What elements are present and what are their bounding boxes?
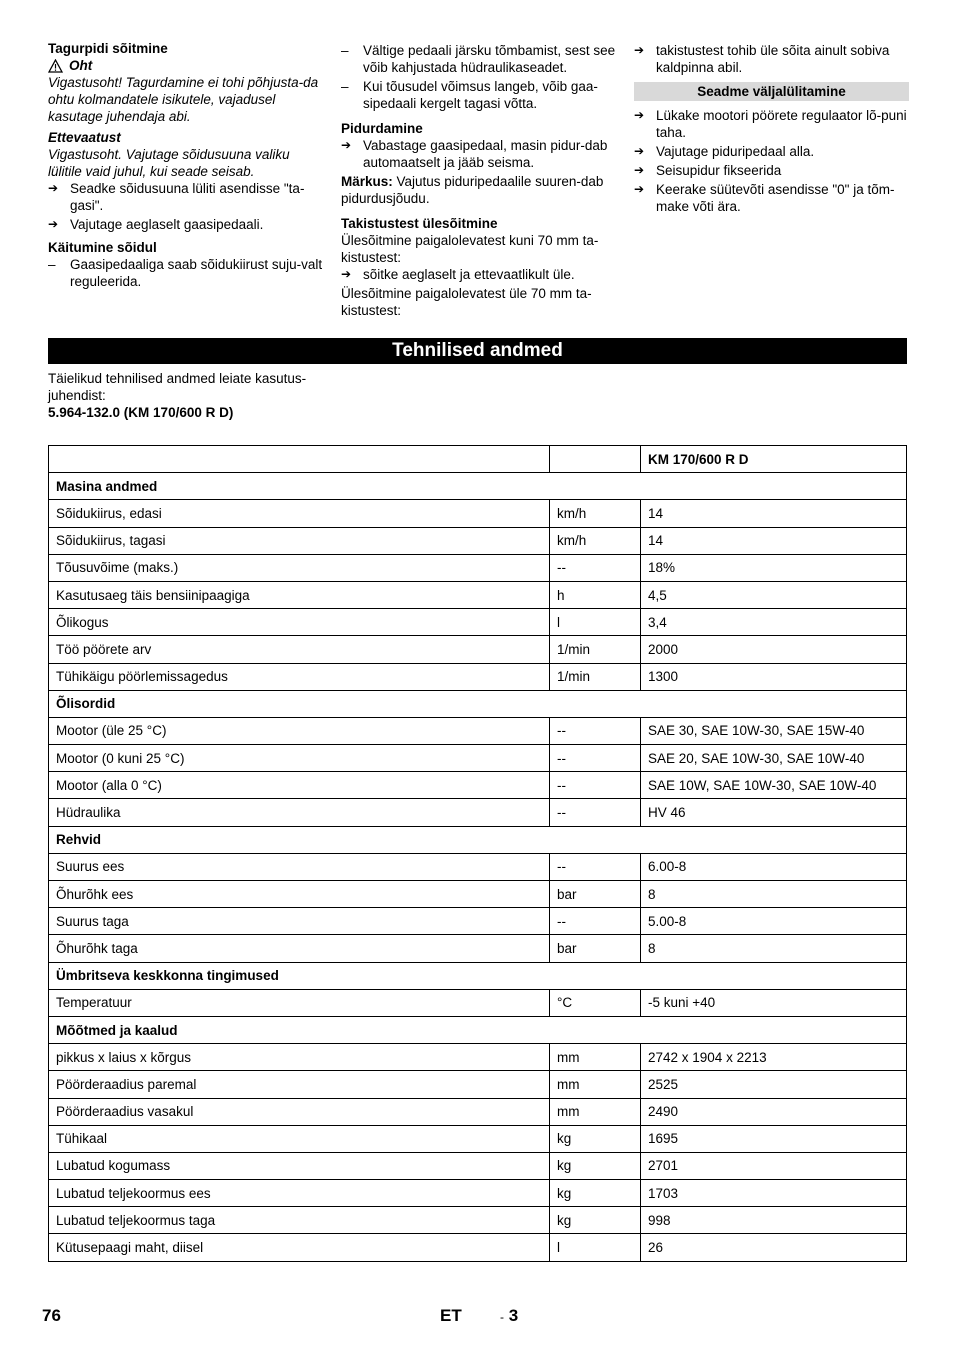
spec-label: Hüdraulika	[49, 799, 550, 826]
spec-value: SAE 30, SAE 10W-30, SAE 15W-40	[641, 717, 907, 744]
spec-unit: --	[550, 745, 641, 772]
table-row	[49, 1044, 907, 1071]
spec-label: Töö pöörete arv	[49, 636, 550, 663]
spec-value: 1695	[641, 1125, 907, 1152]
table-row	[49, 581, 907, 608]
column-left	[48, 40, 323, 290]
spec-label: Tühikaal	[49, 1125, 550, 1152]
spec-label: Lubatud teljekoormus ees	[49, 1180, 550, 1207]
spec-value: 2701	[641, 1152, 907, 1179]
spec-label: Lubatud kogumass	[49, 1152, 550, 1179]
arrow-right-icon: ➔	[48, 181, 59, 195]
spec-value: 1300	[641, 663, 907, 690]
spec-unit: kg	[550, 1125, 641, 1152]
arrow-right-icon: ➔	[634, 144, 645, 158]
group-label: Õlisordid	[49, 690, 907, 717]
spec-unit: km/h	[550, 527, 641, 554]
spec-unit: mm	[550, 1098, 641, 1125]
spec-value: 4,5	[641, 581, 907, 608]
step-item: ➔ Keerake süütevõti asendisse "0" ja tõm-make võti ära.	[634, 182, 895, 214]
obstacle-text-1: Ülesõitmine paigalolevatest kuni 70 mm ta-kistustest:	[341, 233, 599, 265]
table-row	[49, 853, 907, 880]
spec-label: Õhurõhk taga	[49, 935, 550, 962]
table-group-row	[49, 962, 907, 989]
spec-label: Kasutusaeg täis bensiinipaagiga	[49, 581, 550, 608]
warning-triangle-icon	[48, 59, 63, 73]
spec-value: 8	[641, 935, 907, 962]
spec-unit: bar	[550, 935, 641, 962]
danger-notice	[48, 57, 323, 74]
table-row	[49, 554, 907, 581]
table-row	[49, 1234, 907, 1261]
heading-driving: Käitumine sõidul	[48, 240, 157, 255]
spec-unit: 1/min	[550, 663, 641, 690]
list-item: – Kui tõusudel võimsus langeb, võib gaa-sipedaali kergelt tagasi võtta.	[341, 79, 598, 111]
table-row	[49, 881, 907, 908]
arrow-right-icon: ➔	[341, 267, 352, 281]
spec-label: Mootor (0 kuni 25 °C)	[49, 745, 550, 772]
spec-label: Sõidukiirus, edasi	[49, 500, 550, 527]
spec-label: Temperatuur	[49, 989, 550, 1016]
spec-value: 14	[641, 500, 907, 527]
column-right	[634, 42, 909, 215]
list-item: – Vältige pedaali järsku tõmbamist, sest see võib kahjustada hüdraulikaseadet.	[341, 43, 616, 75]
danger-text: Vigastusoht! Tagurdamine ei tohi põhjusta-da ohtu kolmandatele isikutele, vajadusel kasutage juhendaja abi.	[48, 75, 319, 124]
list-item: – Gaasipedaaliga saab sõidukiirust suju-valt reguleerida.	[48, 257, 323, 289]
spec-value: SAE 20, SAE 10W-30, SAE 10W-40	[641, 745, 907, 772]
spec-value: 2000	[641, 636, 907, 663]
spec-value: 18%	[641, 554, 907, 581]
arrow-right-icon: ➔	[341, 138, 352, 152]
spec-unit: --	[550, 908, 641, 935]
heading-reverse: Tagurpidi sõitmine	[48, 41, 168, 56]
model-header: KM 170/600 R D	[641, 446, 907, 473]
section-title: Tehnilised andmed	[48, 338, 907, 364]
arrow-right-icon: ➔	[634, 43, 645, 57]
step-item: ➔ Lükake mootori pöörete regulaator lõ-puni taha.	[634, 108, 907, 140]
spec-label: Lubatud teljekoormus taga	[49, 1207, 550, 1234]
spec-label: Pöörderaadius paremal	[49, 1071, 550, 1098]
table-group-row	[49, 473, 907, 500]
table-row	[49, 935, 907, 962]
spec-unit: mm	[550, 1071, 641, 1098]
spec-label: Mootor (üle 25 °C)	[49, 717, 550, 744]
spec-value: 2490	[641, 1098, 907, 1125]
step-item: ➔ Vajutage piduripedaal alla.	[634, 144, 815, 159]
spec-value: 3,4	[641, 609, 907, 636]
table-row	[49, 500, 907, 527]
column-middle	[341, 42, 616, 319]
spec-unit: kg	[550, 1152, 641, 1179]
spec-label: Õlikogus	[49, 609, 550, 636]
step-item: ➔ Vabastage gaasipedaal, masin pidur-dab automaatselt ja jääb seisma.	[341, 138, 608, 170]
table-group-row	[49, 690, 907, 717]
spec-unit: --	[550, 799, 641, 826]
heading-braking: Pidurdamine	[341, 121, 423, 136]
spec-value: 14	[641, 527, 907, 554]
spec-unit: km/h	[550, 500, 641, 527]
step-item: ➔ takistustest tohib üle sõita ainult sobiva kaldpinna abil.	[634, 43, 890, 75]
step-item: ➔ Seisupidur fikseerida	[634, 163, 782, 178]
group-label: Rehvid	[49, 826, 907, 853]
spec-value: 1703	[641, 1180, 907, 1207]
table-row	[49, 745, 907, 772]
table-row	[49, 799, 907, 826]
spec-unit: kg	[550, 1180, 641, 1207]
spec-value: 8	[641, 881, 907, 908]
table-row	[49, 989, 907, 1016]
note: Märkus: Vajutus piduripedaalile suuren-dab pidurdusjõudu.	[341, 174, 604, 206]
spec-label: Pöörderaadius vasakul	[49, 1098, 550, 1125]
arrow-right-icon: ➔	[48, 217, 59, 231]
table-row	[49, 1152, 907, 1179]
spec-label: Sõidukiirus, tagasi	[49, 527, 550, 554]
intro	[48, 370, 328, 421]
table-row	[49, 1098, 907, 1125]
spec-unit: °C	[550, 989, 641, 1016]
table-row	[49, 609, 907, 636]
spec-unit: --	[550, 772, 641, 799]
spec-value: 998	[641, 1207, 907, 1234]
spec-unit: h	[550, 581, 641, 608]
step-item: ➔ Vajutage aeglaselt gaasipedaali.	[48, 217, 264, 232]
group-label: Masina andmed	[49, 473, 907, 500]
spec-unit: l	[550, 609, 641, 636]
spec-label: Suurus taga	[49, 908, 550, 935]
arrow-right-icon: ➔	[634, 163, 645, 177]
spec-unit: mm	[550, 1044, 641, 1071]
table-row	[49, 1125, 907, 1152]
tech-data-table	[48, 445, 907, 1262]
table-row	[49, 1207, 907, 1234]
spec-value: 2525	[641, 1071, 907, 1098]
group-label: Mõõtmed ja kaalud	[49, 1016, 907, 1043]
table-row	[49, 772, 907, 799]
intro-text: Täielikud tehnilised andmed leiate kasutus-juhendist:	[48, 371, 307, 403]
spec-label: Kütusepaagi maht, diisel	[49, 1234, 550, 1261]
spec-unit: bar	[550, 881, 641, 908]
table-row	[49, 717, 907, 744]
spec-label: Suurus ees	[49, 853, 550, 880]
spec-unit: kg	[550, 1207, 641, 1234]
table-row	[49, 1071, 907, 1098]
spec-label: pikkus x laius x kõrgus	[49, 1044, 550, 1071]
intro-model: 5.964-132.0 (KM 170/600 R D)	[48, 405, 234, 420]
page-number: 76	[42, 1306, 61, 1325]
spec-value: HV 46	[641, 799, 907, 826]
sub-page: - 3	[500, 1306, 519, 1325]
arrow-right-icon: ➔	[634, 108, 645, 122]
table-group-row	[49, 1016, 907, 1043]
table-row	[49, 908, 907, 935]
obstacle-text-2: Ülesõitmine paigalolevatest üle 70 mm ta-kistustest:	[341, 286, 592, 318]
spec-unit: --	[550, 853, 641, 880]
language-code: ET	[440, 1306, 462, 1325]
spec-label: Mootor (alla 0 °C)	[49, 772, 550, 799]
spec-value: -5 kuni +40	[641, 989, 907, 1016]
heading-shutdown: Seadme väljalülitamine	[634, 82, 909, 101]
spec-value: 26	[641, 1234, 907, 1261]
spec-unit: --	[550, 717, 641, 744]
step-item: ➔ Seadke sõidusuuna lüliti asendisse "ta-gasi".	[48, 181, 305, 213]
spec-label: Tühikäigu pöörlemissagedus	[49, 663, 550, 690]
spec-value: 6.00-8	[641, 853, 907, 880]
caution-text: Vigastusoht. Vajutage sõidusuuna valiku lülitile vaid juhul, kui seade seisab.	[48, 147, 290, 179]
heading-obstacles: Takistustest ülesõitmine	[341, 216, 498, 231]
spec-unit: l	[550, 1234, 641, 1261]
table-row	[49, 636, 907, 663]
spec-value: 2742 x 1904 x 2213	[641, 1044, 907, 1071]
spec-unit: --	[550, 554, 641, 581]
spec-value: 5.00-8	[641, 908, 907, 935]
spec-label: Õhurõhk ees	[49, 881, 550, 908]
spec-unit: 1/min	[550, 636, 641, 663]
group-label: Ümbritseva keskkonna tingimused	[49, 962, 907, 989]
step-item: ➔ sõitke aeglaselt ja ettevaatlikult üle.	[341, 267, 575, 282]
caution-label: Ettevaatust	[48, 130, 121, 145]
danger-label: Oht	[69, 58, 93, 73]
arrow-right-icon: ➔	[634, 182, 645, 196]
table-group-row	[49, 826, 907, 853]
spec-value: SAE 10W, SAE 10W-30, SAE 10W-40	[641, 772, 907, 799]
table-row	[49, 1180, 907, 1207]
spec-label: Tõusuvõime (maks.)	[49, 554, 550, 581]
table-row	[49, 663, 907, 690]
table-header-row	[49, 446, 907, 473]
table-row	[49, 527, 907, 554]
